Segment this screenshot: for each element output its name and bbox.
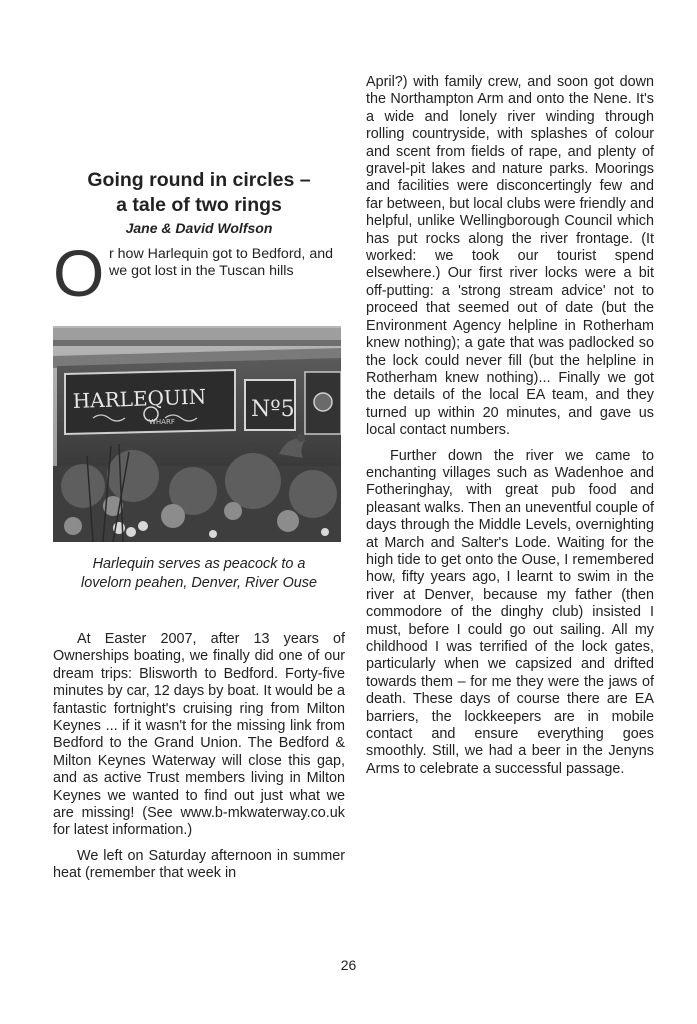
photo-caption: [53, 555, 345, 593]
left-column: [53, 168, 345, 883]
title-line-2: a tale of two rings: [116, 194, 282, 216]
body-paragraph-3: April?) with family crew, and soon got down the Northampton Arm and onto the Nene. It's a wide and lonely river winding through rolling countryside, with splashes of colour and scent from fields of rape, and plenty of gravel-pit lakes and nature parks. Moorings and facilities were disconcertingly few and far between, but local clubs were friendly and helpful, unlike Wellingborough Council which has put rocks along the river frontage. (It worked: we took our tourist spend elsewhere.) Our first river locks were a bit off-putting: a 'strong stream advice' not to proceed that seemed out of date (but the Environment Agency helpline in Rotherham knew nothing); a gate that was padlocked so the lock could never fill (but the helpline in Rotherham knew nothing)... Finally we got the details of the local EA team, and they turned up within 20 minutes, and gave us local contact numbers.: [366, 74, 654, 439]
body-paragraph-4: Further down the river we came to enchanting villages such as Wadenhoe and Fotheringhay, with great pub food and pleasant walks. Then an uneventful couple of days through the Middle Levels, overnighting at March and Salter's Lode. Waiting for the high tide to get onto the Ouse, I remembered how, fifty years ago, I learnt to swim in the river at Denver, because my father (then commodore of the dinghy club) insisted I must, before I could go out sailing. All my childhood I was terrified of the lock gates, particularly when we capsized and drifted towards them – for me they were the jaws of death. These days of course there are EA barriers, the lockkeepers are in mobile contact and ensure everything goes smoothly. Still, we had a beer in the Jenyns Arms to celebrate a successful passage.: [366, 447, 654, 777]
body-paragraph-2: We left on Saturday afternoon in summer heat (remember that week in: [53, 847, 345, 882]
caption-line-2: lovelorn peahen, Denver, River Ouse: [81, 575, 317, 591]
boat-name-text: HARLEQUIN: [72, 384, 207, 413]
caption-line-1: Harlequin serves as peacock to a: [92, 556, 306, 572]
narrowboat-photo: [53, 326, 341, 542]
boat-small-text: WHARF: [149, 418, 175, 426]
lead-paragraph: [53, 236, 345, 310]
right-column: [366, 74, 654, 778]
drop-cap: O: [53, 236, 105, 310]
article-title: [53, 168, 345, 218]
page-number: 26: [340, 957, 357, 973]
title-line-1: Going round in circles –: [87, 169, 311, 191]
lead-text: r how Harlequin got to Bedford, and we got lost in the Tuscan hills: [109, 246, 333, 279]
boat-number-text: Nº5: [251, 397, 295, 422]
article-authors: Jane & David Wolfson: [125, 220, 273, 236]
body-paragraph-1: At Easter 2007, after 13 years of Ownerships boating, we finally did one of our dream trips: Blisworth to Bedford. Forty-five minutes by car, 12 days by boat. It would be a fantastic fortnight's cruising ring from Milton Keynes ... if it wasn't for the missing link from Bedford to the Grand Union. The Bedford & Milton Keynes Waterway will close this gap, and as active Trust members living in Milton Keynes we wanted to find out just what we are missing! (See www.b-mkwaterway.co.uk for latest information.): [53, 631, 345, 839]
